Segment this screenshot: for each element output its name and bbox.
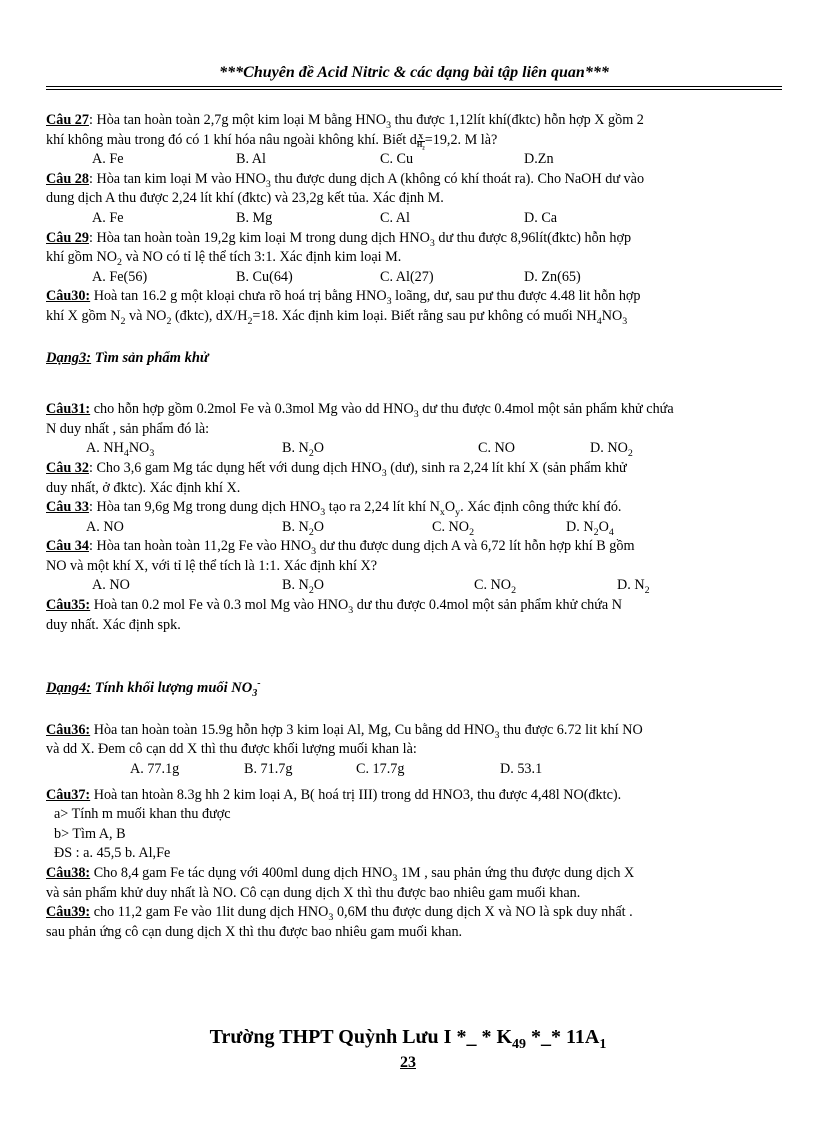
header-rule [46, 89, 782, 90]
section-heading-dang3: Dạng3: Tìm sản phẩm khử [46, 349, 209, 366]
page-number: 23 [400, 1054, 416, 1071]
answer-options: A. 77.1g B. 71.7g C. 17.7g D. 53.1 [130, 761, 543, 778]
question-31: Câu31: cho hỗn hợp gồm 0.2mol Fe và 0.3mol Mg vào dd $HNO_3$ dư thu được 0.4mol một sản phẩm khử chứa [46, 401, 674, 420]
page-footer: Trường THPT Quỳnh Lưu I *_ * $K_{49}$ *_* $11A_1$ [209, 1026, 607, 1052]
question-30: Câu30: Hoà tan 16.2 g một kloại chưa rõ hoá trị bằng $HNO_3$ loãng, dư, sau pư thu được 4.48 lit hỗn hợp [46, 288, 641, 308]
question-35: Câu35: Hoà tan 0.2 mol Fe và 0.3 mol Mg vào $HNO_3$ dư thu được 0.4mol một sản phẩm khử chứa N [46, 597, 623, 616]
header-rule [46, 86, 782, 87]
question-39: Câu39: cho 11,2 gam Fe vào 1lit dung dịch $HNO_3$ 0,6M thu được dung dịch X và NO là spk duy nhất . [46, 904, 633, 924]
answer-options: A. NO B. $N_2O$ C. $NO_2$ D. $N_2O_4$ [86, 518, 614, 538]
answer-options: A. Fe(56) B. Cu(64) C. Al(27) D. Zn(65) [92, 268, 581, 285]
question-38: Câu38: Cho 8,4 gam Fe tác dụng với 400ml dung dịch $HNO_3$ 1M , sau phản ứng thu được dung dịch X [46, 865, 635, 884]
question-32: Câu 32: Cho 3,6 gam Mg tác dụng hết với dung dịch $HNO_3$ (dư), sinh ra 2,24 lít khí X (sản phẩm khử [46, 459, 627, 479]
answer-options: A. Fe B. Al C. Cu D.Zn [92, 151, 554, 168]
document-body: Câu 27: Hòa tan hoàn toàn 2,7g một kim loại M bằng $HNO_3$ thu được 1,12lít khí(đktc) hỗn hợp X gồm 2 khí không màu trong đó có 1 khí hóa nâu ngoài không khí. Biết d $\frac{X}{H_2}=19,2$. M là? A. Fe B. Al C. Cu D.Zn Câu 28: Hòa tan kim loại M vào $HNO_3$ thu được dung dịch A (không có khí thoát ra). Cho NaOH dư vào dung dịch A thu được 2,24 lít khí (đktc) và 23,2g kết tủa. Xác định M. A. Fe B. Mg C. Al D. Ca Câu 29: Hòa tan hoàn toàn 19,2g kim loại M trong dung dịch $HNO_3$ dư thu được 8,96lít(đktc) hỗn hợp khí gồm $NO_2$ và NO có tỉ lệ thể tích 3:1. Xác định kim loại M. A. Fe(56) B. Cu(64) C. Al(27) D. Zn(65) Câu30: Hoà tan 16.2 g một kloại chưa rõ hoá trị bằng $HNO_3$ loãng, dư, sau pư thu được 4.48 lit hỗn hợp khí X gồm $N_2$ và $NO_2$ (đktc), $dX/H_2=18$. Xác định kim loại. Biết rằng sau pư không có muối $NH_4NO_3$ Dạng3: Tìm sản phẩm khử Câu31: cho hỗn hợp gồm 0.2mol Fe và 0.3mol Mg vào dd $HNO_3$ dư thu được 0.4mol một sản phẩm khử chứa N duy nhất , sản phẩm đó là: A. $NH_4NO_3$ B. $N_2O$ C. NO D. $NO_2$ Câu 32: Cho 3,6 gam Mg tác dụng hết với dung dịch $HNO_3$ (dư), sinh ra 2,24 lít khí X (sản phẩm khử duy nhất, ở đktc). Xác định khí X. Câu 33: Hòa tan 9,6g Mg trong dung dịch $HNO_3$ tạo ra 2,24 lít khí $N_xO_y$. Xác định công thức khí đó. A. NO B. $N_2O$ C. $NO_2$ D. $N_2O_4$ Câu 34: Hòa tan hoàn toàn 11,2g Fe vào $HNO_3$ dư thu được dung dịch A và 6,72 lít hỗn hợp khí B gồm NO và một khí X, với tỉ lệ thể tích là 1:1. Xác định khí X? A. NO B. $N_2O$ C. $NO_2$ D. $N_2$ Câu35: Hoà tan 0.2 mol Fe và 0.3 mol Mg vào $HNO_3$ dư thu được 0.4mol một sản phẩm khử chứa N duy nhất. Xác định spk. Dạng4: Tính khối lượng muối $NO_3^-$ Câu36: Hòa tan hoàn toàn 15.9g hỗn hợp 3 kim loại Al, Mg, Cu bằng dd $HNO_3$ thu được 6.72 lit khí NO và dd X. Đem cô cạn dd X thì thu được khối lượng muối khan là: A. 77.1g B. 71.7g C. 17.7g D. 53.1 Câu37: Hoà tan htoàn 8.3g hh 2 kim loại A, B( hoá trị III) trong dd HNO3, thu được 4,48l NO(đktc). a> Tính m muối khan thu được b> Tìm A, B ĐS : a. 45,5 b. Al,Fe Câu38: Cho 8,4 gam Fe tác dụng với 400ml dung dịch $HNO_3$ 1M , sau phản ứng thu được dung dịch X và sản phẩm khử duy nhất là NO. Cô cạn dung dịch X thì thu được bao nhiêu gam muối khan. Câu39: cho 11,2 gam Fe vào 1lit dung dịch $HNO_3$ 0,6M thu được dung dịch X và NO là spk duy nhất . sau phản ứng cô cạn dung dịch X thì thu được bao nhiêu gam muối khan. [46, 111, 816, 942]
section-heading-dang4: Dạng4: Tính khối lượng muối $NO_3^-$ [46, 678, 261, 700]
question-37: Câu37: Hoà tan htoàn 8.3g hh 2 kim loại A, B( hoá trị III) trong dd HNO3, thu được 4,48l NO(đktc). [46, 786, 622, 803]
question-27: Câu 27: Hòa tan hoàn toàn 2,7g một kim loại M bằng $HNO_3$ thu được 1,12lít khí(đktc) hỗn hợp X gồm 2 [46, 112, 644, 131]
question-34: Câu 34: Hòa tan hoàn toàn 11,2g Fe vào $HNO_3$ dư thu được dung dịch A và 6,72 lít hỗn hợp khí B gồm [46, 538, 635, 558]
density-ratio-formula: $\frac{X}{H_2}$ [416, 132, 425, 151]
question-29: Câu 29: Hòa tan hoàn toàn 19,2g kim loại M trong dung dịch $HNO_3$ dư thu được 8,96lít(đktc) hỗn hợp [46, 229, 632, 249]
question-33: Câu 33: Hòa tan 9,6g Mg trong dung dịch $HNO_3$ tạo ra 2,24 lít khí $N_xO_y$. Xác định công thức khí đó. [46, 499, 622, 518]
question-36: Câu36: Hòa tan hoàn toàn 15.9g hỗn hợp 3 kim loại Al, Mg, Cu bằng dd $HNO_3$ thu được 6.72 lit khí NO [46, 721, 643, 741]
question-28: Câu 28: Hòa tan kim loại M vào $HNO_3$ thu được dung dịch A (không có khí thoát ra). Cho NaOH dư vào [46, 170, 645, 190]
answer-options: A. NO B. $N_2O$ C. $NO_2$ D. $N_2$ [92, 577, 650, 597]
page-header-title: ***Chuyên đề Acid Nitric & các dạng bài tập liên quan*** [219, 64, 609, 81]
answer-options: A. Fe B. Mg C. Al D. Ca [92, 209, 558, 226]
answer-options: A. $NH_4NO_3$ B. $N_2O$ C. NO D. $NO_2$ [86, 440, 633, 460]
